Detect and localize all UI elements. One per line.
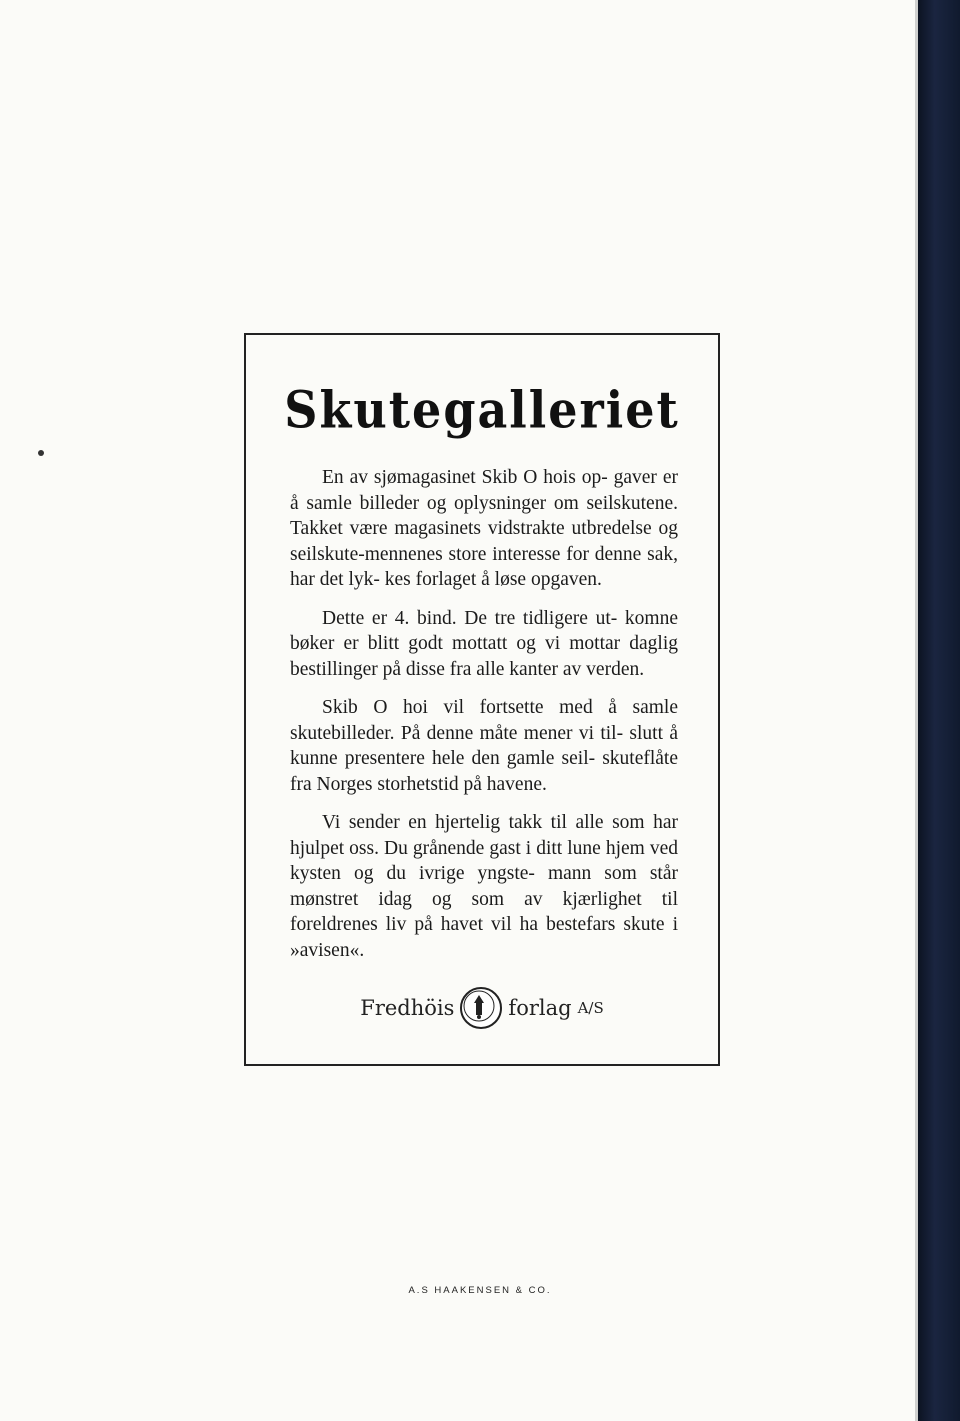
publisher-suffix: A/S [577, 999, 604, 1017]
paragraph-1: En av sjømagasinet Skib O hois op- gaver er å samle billeder og oplysninger om seilskutene. Takket være magasinets vidstrakte utbredelse og seilskute-mennenes store interesse for denne sak, har det lyk- kes forlaget å løse opgaven. [290, 467, 678, 590]
paragraph-3: Skib O hoi vil fortsette med å samle skutebilleder. På denne måte mener vi til- slutt å kunne presentere hele den gamle seil- skuteflåte fra Norges storhetstid på havene. [290, 697, 678, 795]
text-panel [244, 333, 720, 1066]
body-text [290, 465, 678, 976]
publisher-name-right: forlag [508, 996, 572, 1020]
page-title: Skutegalleriet [284, 380, 680, 440]
book-spine [918, 0, 960, 1421]
publisher-imprint [246, 987, 718, 1029]
ink-speck [38, 450, 44, 456]
paragraph-4: Vi sender en hjertelig takk til alle som har hjulpet oss. Du grånende gast i ditt lune hjem ved kysten og du ivrige yngste- mann som står mønstret idag og som av kjærlighet til foreldrenes liv på havet vil ha bestefars skute i »avisen«. [290, 812, 678, 961]
publisher-emblem-icon [460, 987, 502, 1029]
paragraph-2: Dette er 4. bind. De tre tidligere ut- komne bøker er blitt godt mottatt og vi mottar daglig bestillinger på disse fra alle kanter av verden. [290, 607, 678, 680]
publisher-name-left: Fredhöis [360, 996, 455, 1020]
printer-credit: A.S HAAKENSEN & CO. [408, 1285, 552, 1296]
